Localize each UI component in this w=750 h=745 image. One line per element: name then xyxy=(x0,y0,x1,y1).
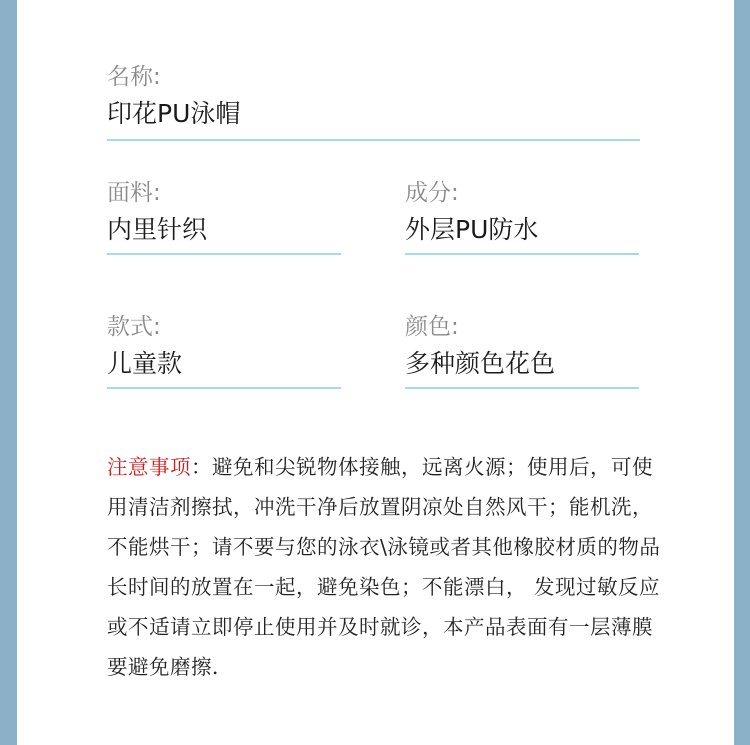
field-composition-label: 成分: xyxy=(405,180,459,206)
field-color-divider xyxy=(405,387,639,389)
field-color xyxy=(405,313,639,379)
care-notice-title: 注意事项 xyxy=(107,455,191,479)
field-style-divider xyxy=(107,387,341,389)
care-notice xyxy=(107,447,672,687)
care-notice-text: 避免和尖锐物体接触，远离火源；使用后，可使用清洁剂擦拭，冲洗干净后放置阴凉处自然风干；能机洗，不能烘干；请不要与您的泳衣\泳镜或者其他橡胶材质的物品长时间的放置在一起，避免染色；不能漂白， 发现过敏反应或不适请立即停止使用并及时就诊，本产品表面有一层薄膜要避免磨擦． xyxy=(107,455,661,679)
right-border xyxy=(734,0,750,745)
field-color-label: 颜色: xyxy=(405,314,459,340)
field-style xyxy=(107,313,341,379)
field-fabric-label: 面料: xyxy=(107,180,161,206)
field-style-value: 儿童款 xyxy=(107,349,183,378)
field-fabric xyxy=(107,179,341,245)
field-composition-value: 外层PU防水 xyxy=(405,215,539,244)
left-border xyxy=(0,0,17,745)
field-composition-divider xyxy=(405,253,639,255)
field-name xyxy=(107,63,640,129)
field-fabric-divider xyxy=(107,253,341,255)
field-style-label: 款式: xyxy=(107,314,161,340)
field-name-divider xyxy=(107,139,640,141)
field-name-value: 印花PU泳帽 xyxy=(107,99,241,128)
care-notice-separator: ： xyxy=(191,455,212,479)
field-fabric-value: 内里针织 xyxy=(107,215,208,244)
field-name-label: 名称: xyxy=(107,64,161,90)
field-color-value: 多种颜色花色 xyxy=(405,349,556,378)
field-composition xyxy=(405,179,639,245)
